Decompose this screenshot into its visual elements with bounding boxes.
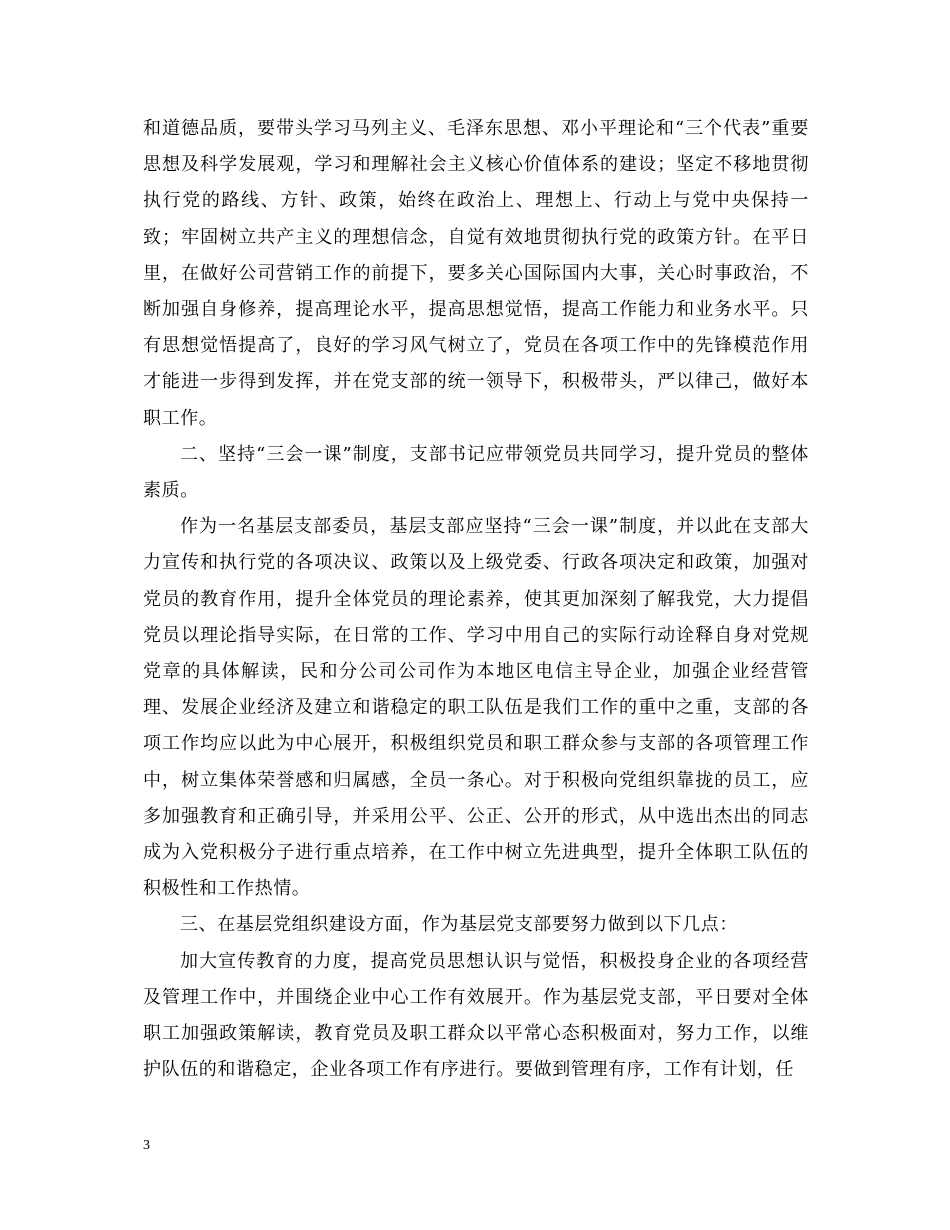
section-heading-three: 三、在基层党组织建设方面，作为基层党支部要努力做到以下几点：	[180, 914, 738, 936]
paragraph-publicity-education: 加大宣传教育的力度，提高党员思想认识与觉悟，积极投身企业的各项经营及管理工作中，并围绕企业中心工作有效展开。作为基层党支部，平日要对全体职工加强政策解读，教育党员及职工群众以平常心态积极面对，努力工作，以维护队伍的和谐稳定，企业各项工作有序进行。要做到管理有序，工作有计划，任	[143, 950, 809, 1081]
paragraph-branch-committee: 作为一名基层支部委员，基层支部应坚持“三会一课”制度，并以此在支部大力宣传和执行党的各项决议、政策以及上级党委、行政各项决定和政策，加强对党员的教育作用，提升全体党员的理论素养，使其更加深刻了解我党，大力提倡党员以理论指导实际，在日常的工作、学习中用自己的实际行动诠释自身对党规党章的具体解读，民和分公司公司作为本地区电信主导企业，加强企业经营管理、发展企业经济及建立和谐稳定的职工队伍是我们工作的重中之重，支部的各项工作均应以此为中心展开，积极组织党员和职工群众参与支部的各项管理工作中，树立集体荣誉感和归属感，全员一条心。对于积极向党组织靠拢的员工，应多加强教育和正确引导，并采用公平、公正、公开的形式，从中选出杰出的同志成为入党积极分子进行重点培养，在工作中树立先进典型，提升全体职工队伍的积极性和工作热情。	[143, 516, 809, 900]
paragraph-continued: 和道德品质，要带头学习马列主义、毛泽东思想、邓小平理论和“三个代表”重要思想及科学发展观，学习和理解社会主义核心价值体系的建设；坚定不移地贯彻执行党的路线、方针、政策，始终在政治上、理想上、行动上与党中央保持一致；牢固树立共产主义的理想信念，自觉有效地贯彻执行党的政策方针。在平日里，在做好公司营销工作的前提下，要多关心国际国内大事，关心时事政治，不断加强自身修养，提高理论水平，提高思想觉悟，提高工作能力和业务水平。只有思想觉悟提高了，良好的学习风气树立了，党员在各项工作中的先锋模范作用才能进一步得到发挥，并在党支部的统一领导下，积极带头，严以律己，做好本职工作。	[143, 118, 809, 429]
page-number: 3	[143, 1138, 150, 1153]
document-body	[143, 111, 809, 1088]
section-heading-two: 二、坚持“三会一课”制度，支部书记应带领党员共同学习，提升党员的整体素质。	[143, 443, 809, 502]
